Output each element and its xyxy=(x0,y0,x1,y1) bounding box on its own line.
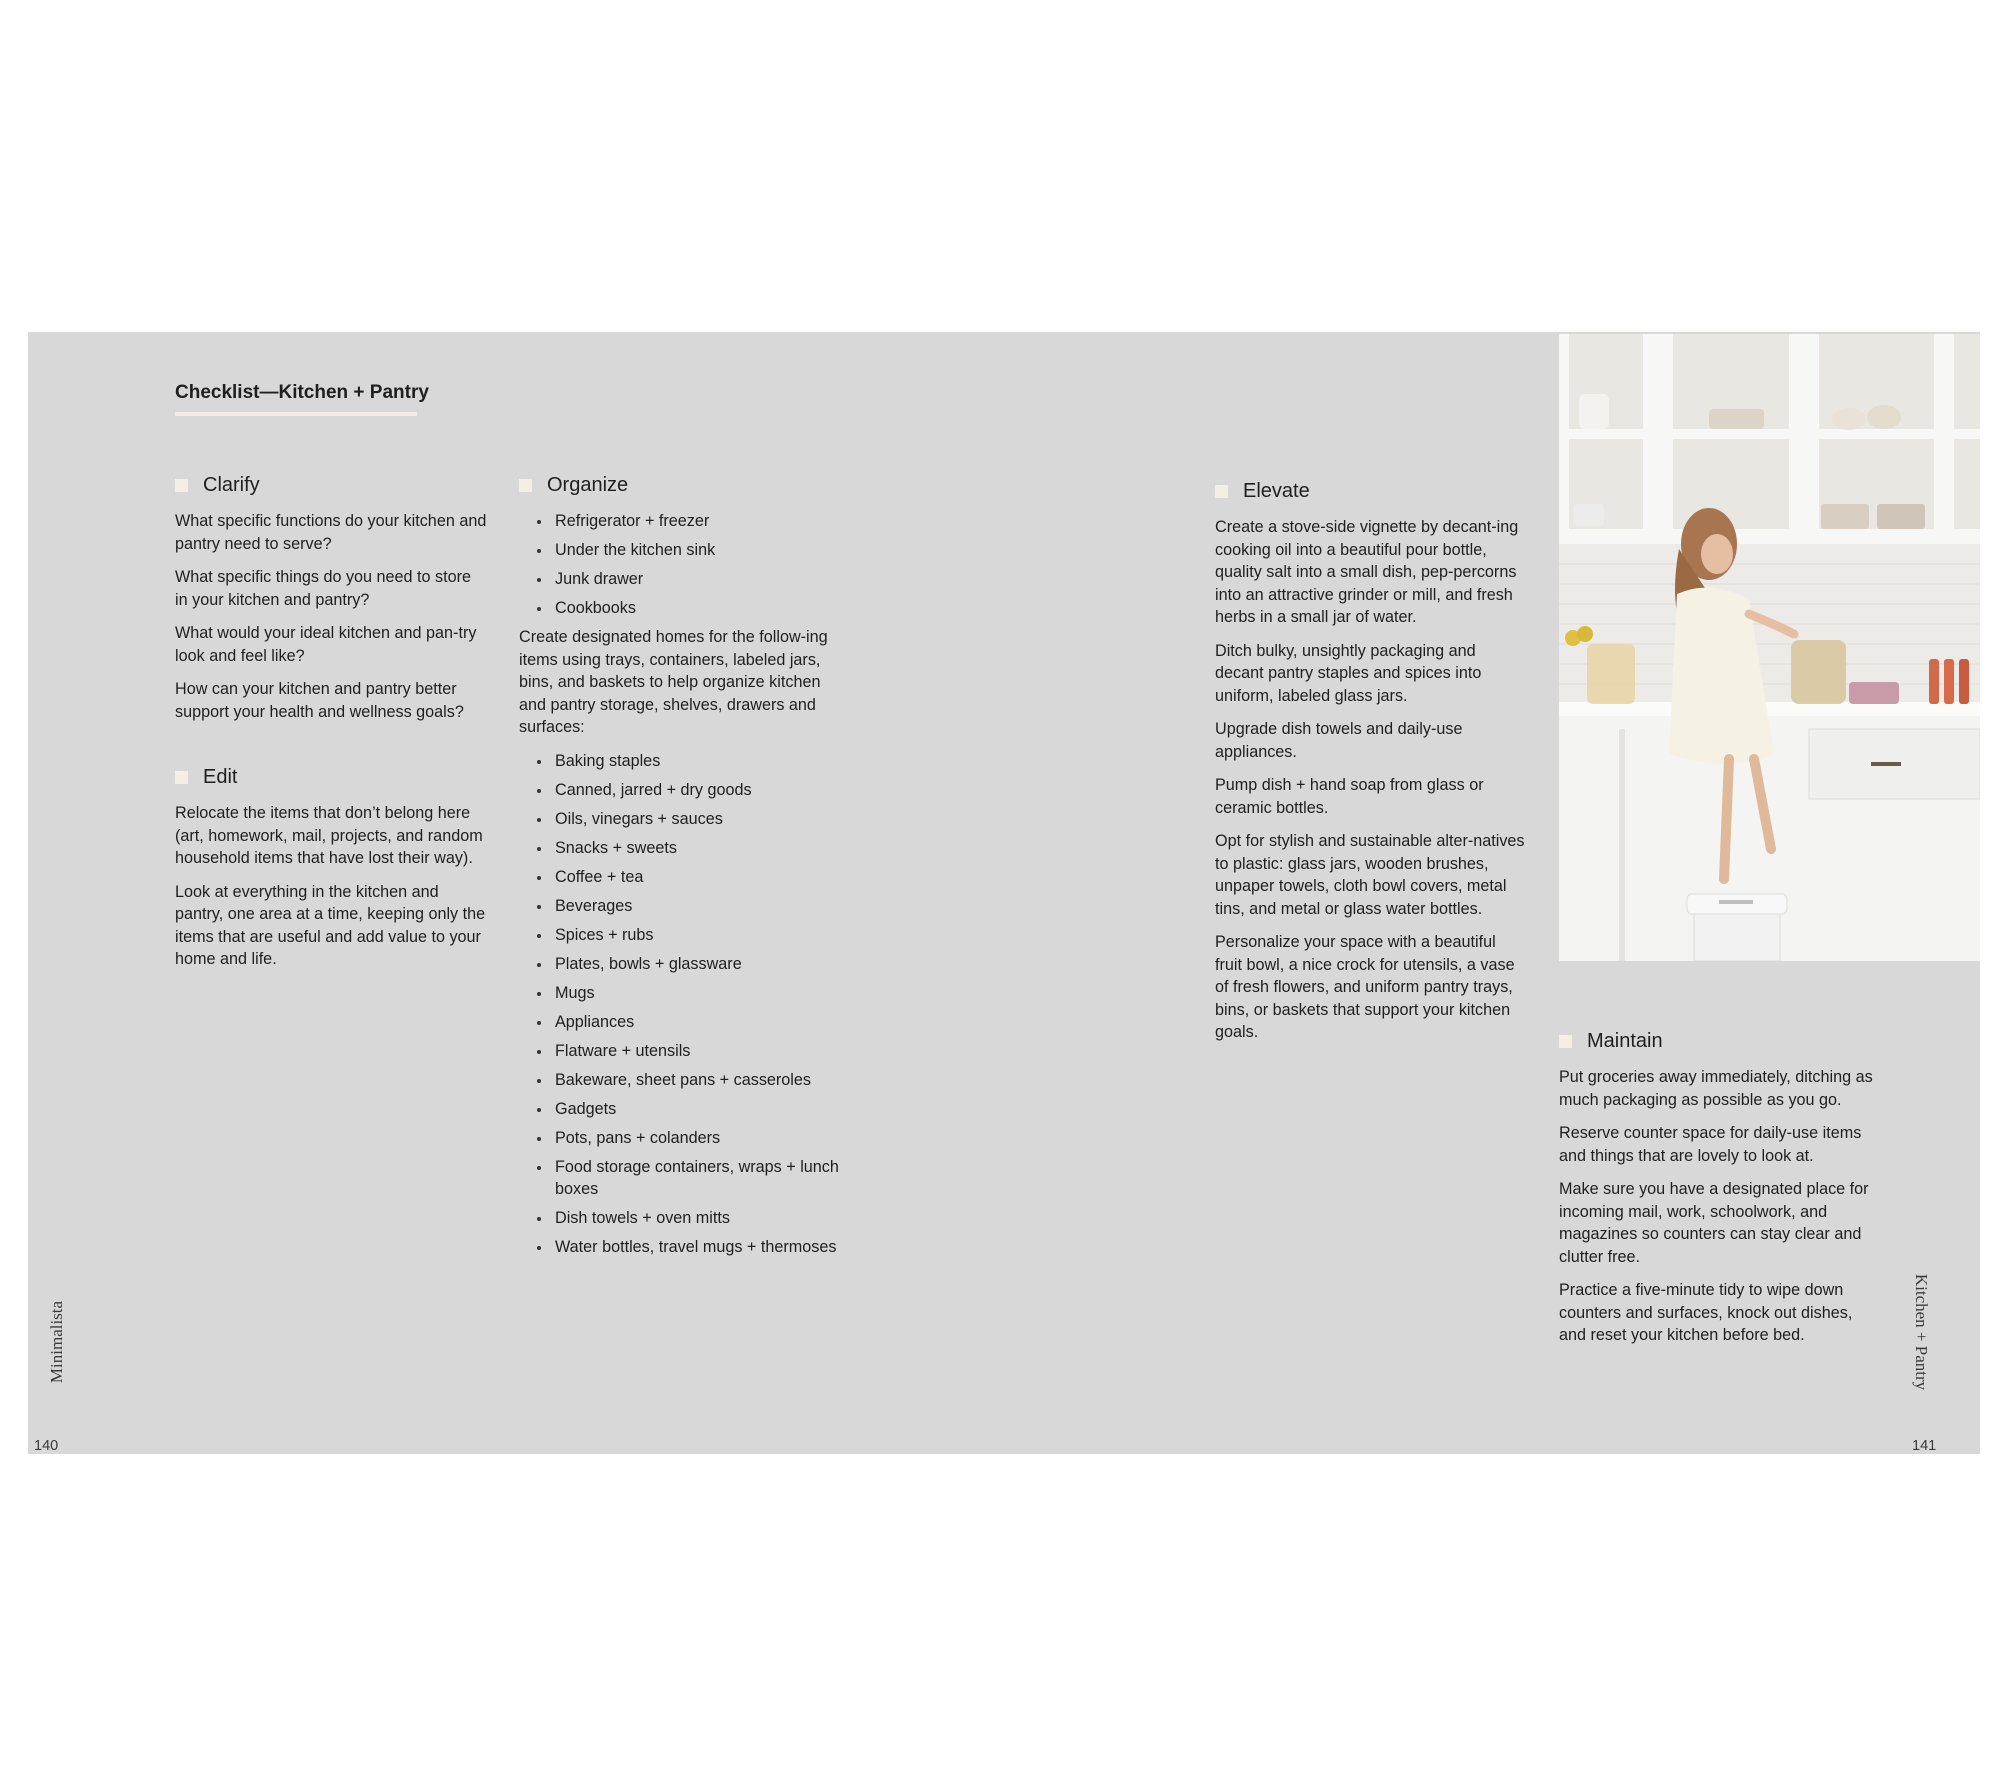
edit-paragraph: Relocate the items that don’t belong here (art, homework, mail, projects, and random household items that have lost their way). xyxy=(175,804,483,867)
list-item: Gadgets xyxy=(519,1098,849,1121)
organize-heading-label: Organize xyxy=(547,474,629,496)
maintain-section xyxy=(1559,1030,1877,1358)
checkbox-square-icon xyxy=(175,479,188,492)
edit-paragraph: Look at everything in the kitchen and pantry, one area at a time, keeping only the items that are useful and add value to your home and life. xyxy=(175,882,486,968)
clarify-paragraph: How can your kitchen and pantry better support your health and wellness goals? xyxy=(175,680,464,721)
list-item: Plates, bowls + glassware xyxy=(519,953,849,976)
elevate-heading-label: Elevate xyxy=(1243,480,1310,502)
maintain-paragraph: Make sure you have a designated place for incoming mail, work, schoolwork, and magazines so counters can stay clear and clutter free. xyxy=(1559,1180,1869,1266)
edit-section xyxy=(175,766,487,982)
list-item: Dish towels + oven mitts xyxy=(519,1207,849,1230)
organize-items-list xyxy=(519,750,849,1259)
page-number-right: 141 xyxy=(1912,1438,1937,1454)
list-item: Spices + rubs xyxy=(519,924,849,947)
maintain-paragraph: Practice a five-minute tidy to wipe down counters and surfaces, knock out dishes, and reset your kitchen before bed. xyxy=(1559,1281,1853,1344)
running-head-left: Minimalista xyxy=(47,1300,66,1384)
elevate-paragraph: Pump dish + hand soap from glass or ceramic bottles. xyxy=(1215,776,1484,817)
edit-heading-label: Edit xyxy=(203,766,238,788)
list-item: Water bottles, travel mugs + thermoses xyxy=(519,1236,849,1259)
elevate-paragraph: Ditch bulky, unsightly packaging and decant pantry staples and spices into uniform, labeled glass jars. xyxy=(1215,641,1482,705)
running-head-right: Kitchen + Pantry xyxy=(1912,1273,1931,1391)
list-item: Snacks + sweets xyxy=(519,837,849,860)
elevate-heading xyxy=(1215,480,1527,503)
elevate-paragraph: Personalize your space with a beautiful fruit bowl, a nice crock for utensils, a vase of fresh flowers, and uniform pantry trays, bins, or baskets that support your kitchen goals. xyxy=(1215,933,1515,1041)
list-item: Food storage containers, wraps + lunch boxes xyxy=(519,1156,849,1201)
page-number-left: 140 xyxy=(34,1438,59,1454)
list-item: Junk drawer xyxy=(519,568,849,591)
list-item: Canned, jarred + dry goods xyxy=(519,779,849,802)
maintain-paragraph: Reserve counter space for daily-use items and things that are lovely to look at. xyxy=(1559,1124,1862,1165)
list-item: Flatware + utensils xyxy=(519,1040,849,1063)
elevate-paragraph: Create a stove-side vignette by decant-ing cooking oil into a beautiful pour bottle, quality salt into a small dish, pep-percorns into an attractive grinder or mill, and fresh herbs in a small jar of water. xyxy=(1215,518,1519,626)
list-item: Refrigerator + freezer xyxy=(519,510,849,533)
list-item: Pots, pans + colanders xyxy=(519,1127,849,1150)
clarify-paragraph: What specific functions do your kitchen and pantry need to serve? xyxy=(175,512,487,553)
clarify-paragraph: What specific things do you need to store in your kitchen and pantry? xyxy=(175,568,472,609)
organize-section xyxy=(519,474,849,1265)
maintain-heading xyxy=(1559,1030,1877,1053)
list-item: Oils, vinegars + sauces xyxy=(519,808,849,831)
list-item: Coffee + tea xyxy=(519,866,849,889)
elevate-paragraph: Upgrade dish towels and daily-use appliances. xyxy=(1215,720,1463,761)
checkbox-square-icon xyxy=(175,771,188,784)
clarify-section xyxy=(175,474,487,734)
checkbox-square-icon xyxy=(519,479,532,492)
book-spread xyxy=(28,332,1980,1454)
elevate-section xyxy=(1215,480,1527,1055)
maintain-heading-label: Maintain xyxy=(1587,1030,1663,1052)
list-item: Mugs xyxy=(519,982,849,1005)
clarify-paragraph: What would your ideal kitchen and pan-try look and feel like? xyxy=(175,624,477,665)
edit-heading xyxy=(175,766,487,789)
clarify-heading xyxy=(175,474,487,497)
maintain-paragraph: Put groceries away immediately, ditching as much packaging as possible as you go. xyxy=(1559,1068,1873,1109)
organize-areas-list xyxy=(519,510,849,620)
checkbox-square-icon xyxy=(1215,485,1228,498)
list-item: Baking staples xyxy=(519,750,849,773)
clarify-heading-label: Clarify xyxy=(203,474,260,496)
list-item: Cookbooks xyxy=(519,597,849,620)
checkbox-square-icon xyxy=(1559,1035,1572,1048)
elevate-paragraph: Opt for stylish and sustainable alter-natives to plastic: glass jars, wooden brushes, unpaper towels, cloth bowl covers, metal tins, and metal or glass water bottles. xyxy=(1215,832,1525,918)
page-title: Checklist—Kitchen + Pantry xyxy=(175,382,417,416)
list-item: Bakeware, sheet pans + casseroles xyxy=(519,1069,849,1092)
list-item: Beverages xyxy=(519,895,849,918)
list-item: Appliances xyxy=(519,1011,849,1034)
list-item: Under the kitchen sink xyxy=(519,539,849,562)
organize-heading xyxy=(519,474,849,497)
organize-intro: Create designated homes for the follow-ing items using trays, containers, labeled jars, bins, and baskets to help organize kitchen and pantry storage, shelves, drawers and surfaces: xyxy=(519,628,828,736)
kitchen-photo xyxy=(1559,334,1980,961)
